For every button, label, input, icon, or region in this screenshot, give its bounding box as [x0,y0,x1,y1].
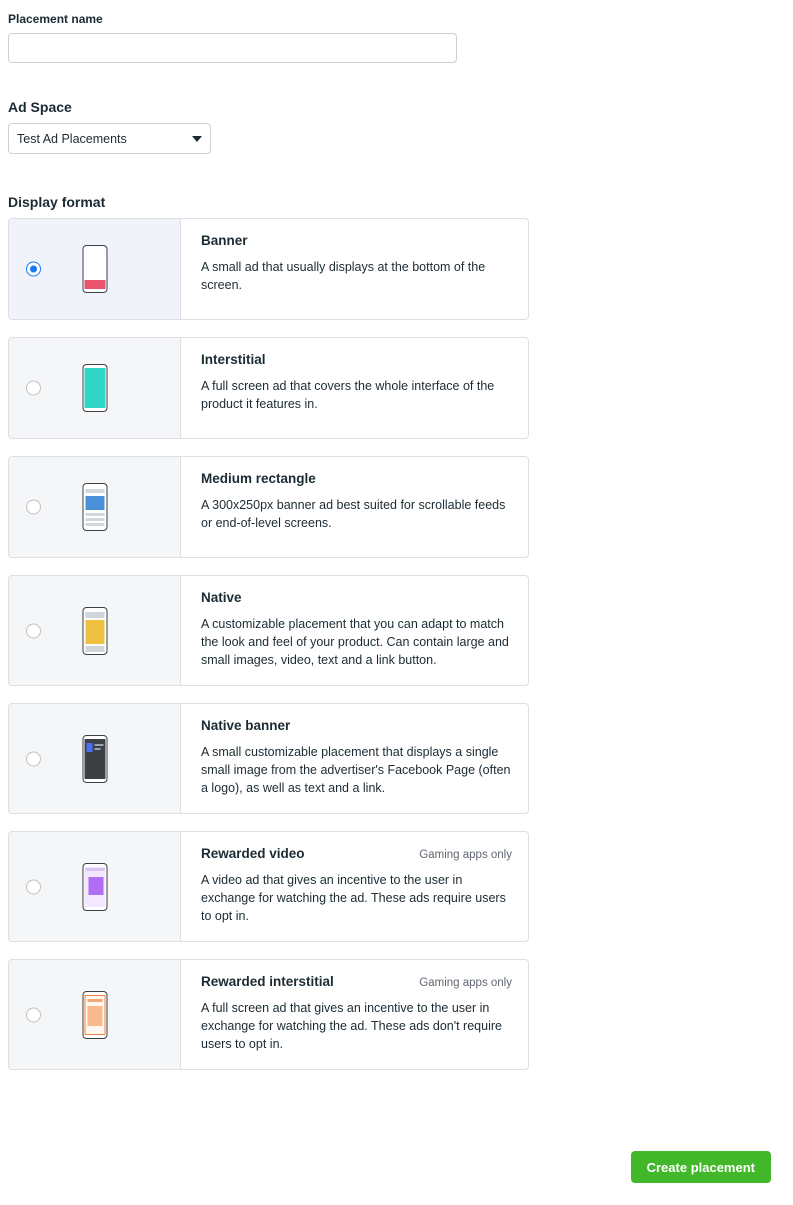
radio-interstitial[interactable] [26,381,41,396]
phone-icon-banner [82,245,107,293]
format-header-native [201,590,512,605]
ad-space-label: Ad Space [8,99,72,115]
format-preview-medium-rectangle[interactable] [9,457,181,557]
format-details-rewarded-interstitial [181,960,528,1069]
format-description-native: A customizable placement that you can adapt to match the look and feel of your product. Can contain large and small images, video, text and a link button. [201,617,509,667]
phone-icon-interstitial [82,364,107,412]
format-header-rewarded-video [201,846,512,861]
format-title-rewarded-interstitial: Rewarded interstitial [201,974,334,989]
placement-name-label: Placement name [8,12,103,26]
phone-icon-native-banner [82,735,107,783]
format-header-interstitial [201,352,512,367]
ad-space-field-group [0,99,793,154]
radio-native[interactable] [26,623,41,638]
format-title-native: Native [201,590,242,605]
format-description-medium-rectangle: A 300x250px banner ad best suited for scrollable feeds or end-of-level screens. [201,498,506,530]
format-details-native [181,576,528,685]
ad-space-select-wrap [8,123,211,154]
format-card-rewarded-interstitial[interactable] [8,959,529,1070]
format-description-rewarded-video: A video ad that gives an incentive to the user in exchange for watching the ad. These ads require users to opt in. [201,873,506,923]
format-description-native-banner: A small customizable placement that displays a single small image from the advertiser's Facebook Page (often a logo), as well as text and a link. [201,745,511,795]
format-description-rewarded-interstitial: A full screen ad that gives an incentive to the user in exchange for watching the ad. These ads don't require users to opt in. [201,1001,502,1051]
format-title-rewarded-video: Rewarded video [201,846,305,861]
placement-name-field-group [0,0,793,63]
format-card-banner[interactable] [8,218,529,320]
format-details-interstitial [181,338,528,438]
format-header-medium-rectangle [201,471,512,486]
format-tag-rewarded-video: Gaming apps only [419,849,512,861]
format-title-banner: Banner [201,233,248,248]
format-card-interstitial[interactable] [8,337,529,439]
format-details-banner [181,219,528,319]
radio-rewarded-interstitial[interactable] [26,1007,41,1022]
phone-icon-medium-rectangle [82,483,107,531]
format-title-interstitial: Interstitial [201,352,266,367]
placement-name-input[interactable] [8,33,457,63]
format-preview-native[interactable] [9,576,181,685]
create-placement-button[interactable]: Create placement [631,1151,771,1183]
radio-medium-rectangle[interactable] [26,500,41,515]
radio-rewarded-video[interactable] [26,879,41,894]
format-details-rewarded-video [181,832,528,941]
form-footer [631,1151,771,1183]
display-format-section [0,194,793,1070]
format-title-native-banner: Native banner [201,718,291,733]
display-format-label: Display format [8,194,106,210]
format-preview-rewarded-video[interactable] [9,832,181,941]
format-preview-native-banner[interactable] [9,704,181,813]
format-preview-banner[interactable] [9,219,181,319]
format-header-rewarded-interstitial [201,974,512,989]
radio-banner[interactable] [26,262,41,277]
format-header-banner [201,233,512,248]
phone-icon-native [82,607,107,655]
format-description-interstitial: A full screen ad that covers the whole interface of the product it features in. [201,379,495,411]
format-preview-interstitial[interactable] [9,338,181,438]
format-card-native[interactable] [8,575,529,686]
phone-icon-rewarded-video [82,863,107,911]
format-card-medium-rectangle[interactable] [8,456,529,558]
format-card-rewarded-video[interactable] [8,831,529,942]
format-details-medium-rectangle [181,457,528,557]
format-details-native-banner [181,704,528,813]
phone-icon-rewarded-interstitial [82,991,107,1039]
format-header-native-banner [201,718,512,733]
format-tag-rewarded-interstitial: Gaming apps only [419,977,512,989]
format-title-medium-rectangle: Medium rectangle [201,471,316,486]
format-preview-rewarded-interstitial[interactable] [9,960,181,1069]
format-description-banner: A small ad that usually displays at the bottom of the screen. [201,260,486,292]
ad-space-select[interactable] [8,123,211,154]
format-card-native-banner[interactable] [8,703,529,814]
radio-native-banner[interactable] [26,751,41,766]
format-option-list [0,218,793,1070]
